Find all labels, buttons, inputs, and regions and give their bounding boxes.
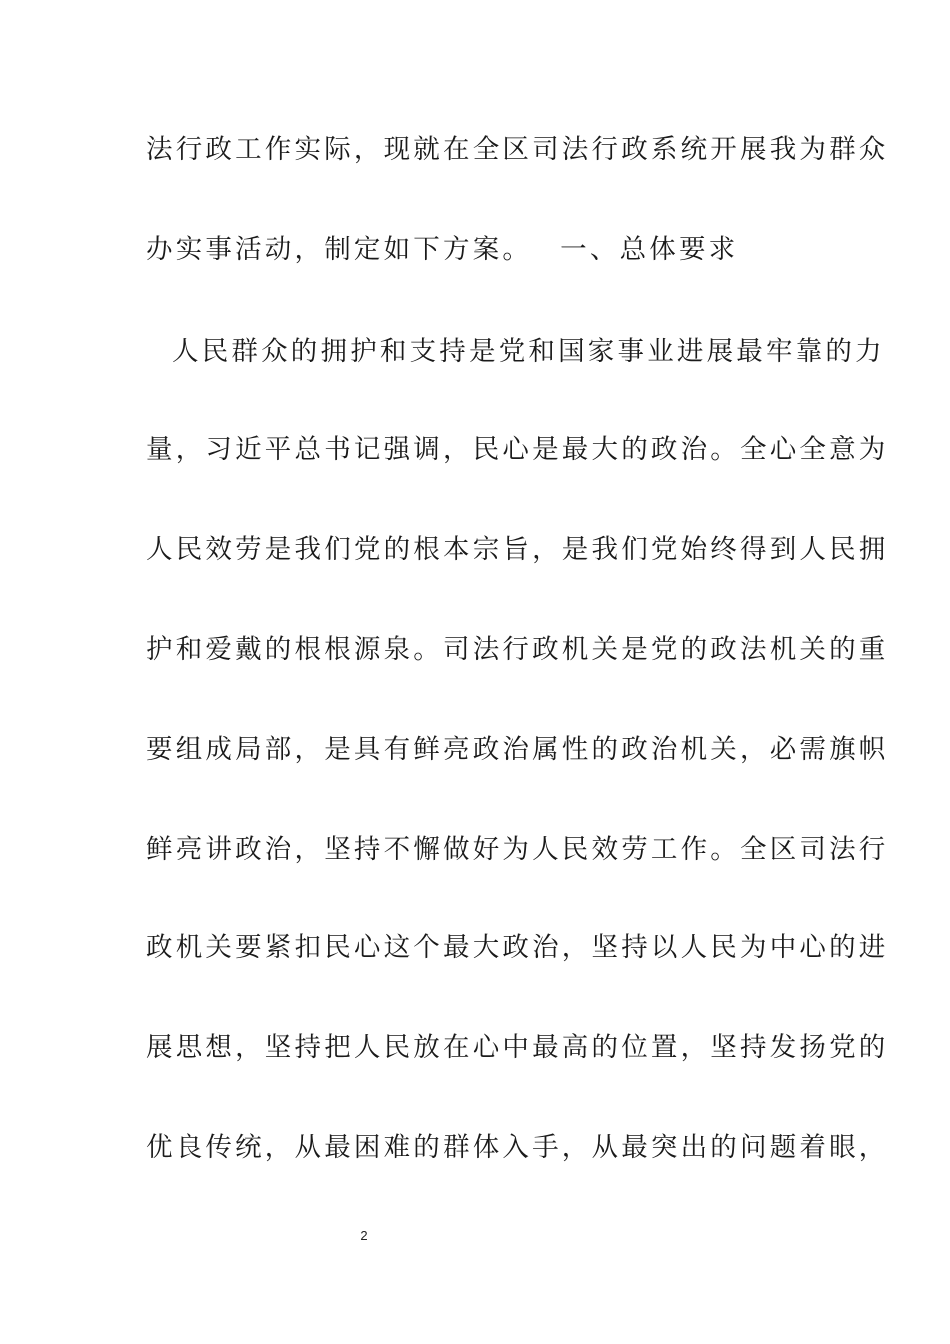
text-line-2: 办实事活动，制定如下方案。 一、总体要求 [146,234,739,265]
text-line-6: 护和爱戴的根根源泉。司法行政机关是党的政法机关的重 [146,634,889,665]
page-number: 2 [360,1228,368,1243]
text-line-7: 要组成局部，是具有鲜亮政治属性的政治机关，必需旗帜 [146,734,889,765]
text-line-1: 法行政工作实际，现就在全区司法行政系统开展我为群众 [146,134,889,165]
text-line-4: 量，习近平总书记强调，民心是最大的政治。全心全意为 [146,434,889,465]
text-line-3: 人民群众的拥护和支持是党和国家事业进展最牢靠的力 [172,336,885,367]
text-line-10: 展思想，坚持把人民放在心中最高的位置，坚持发扬党的 [146,1032,889,1063]
text-line-8: 鲜亮讲政治，坚持不懈做好为人民效劳工作。全区司法行 [146,834,889,865]
text-line-5: 人民效劳是我们党的根本宗旨，是我们党始终得到人民拥 [146,534,889,565]
text-line-11: 优良传统，从最困难的群体入手，从最突出的问题着眼， [146,1132,889,1163]
text-line-9: 政机关要紧扣民心这个最大政治，坚持以人民为中心的进 [146,932,889,963]
